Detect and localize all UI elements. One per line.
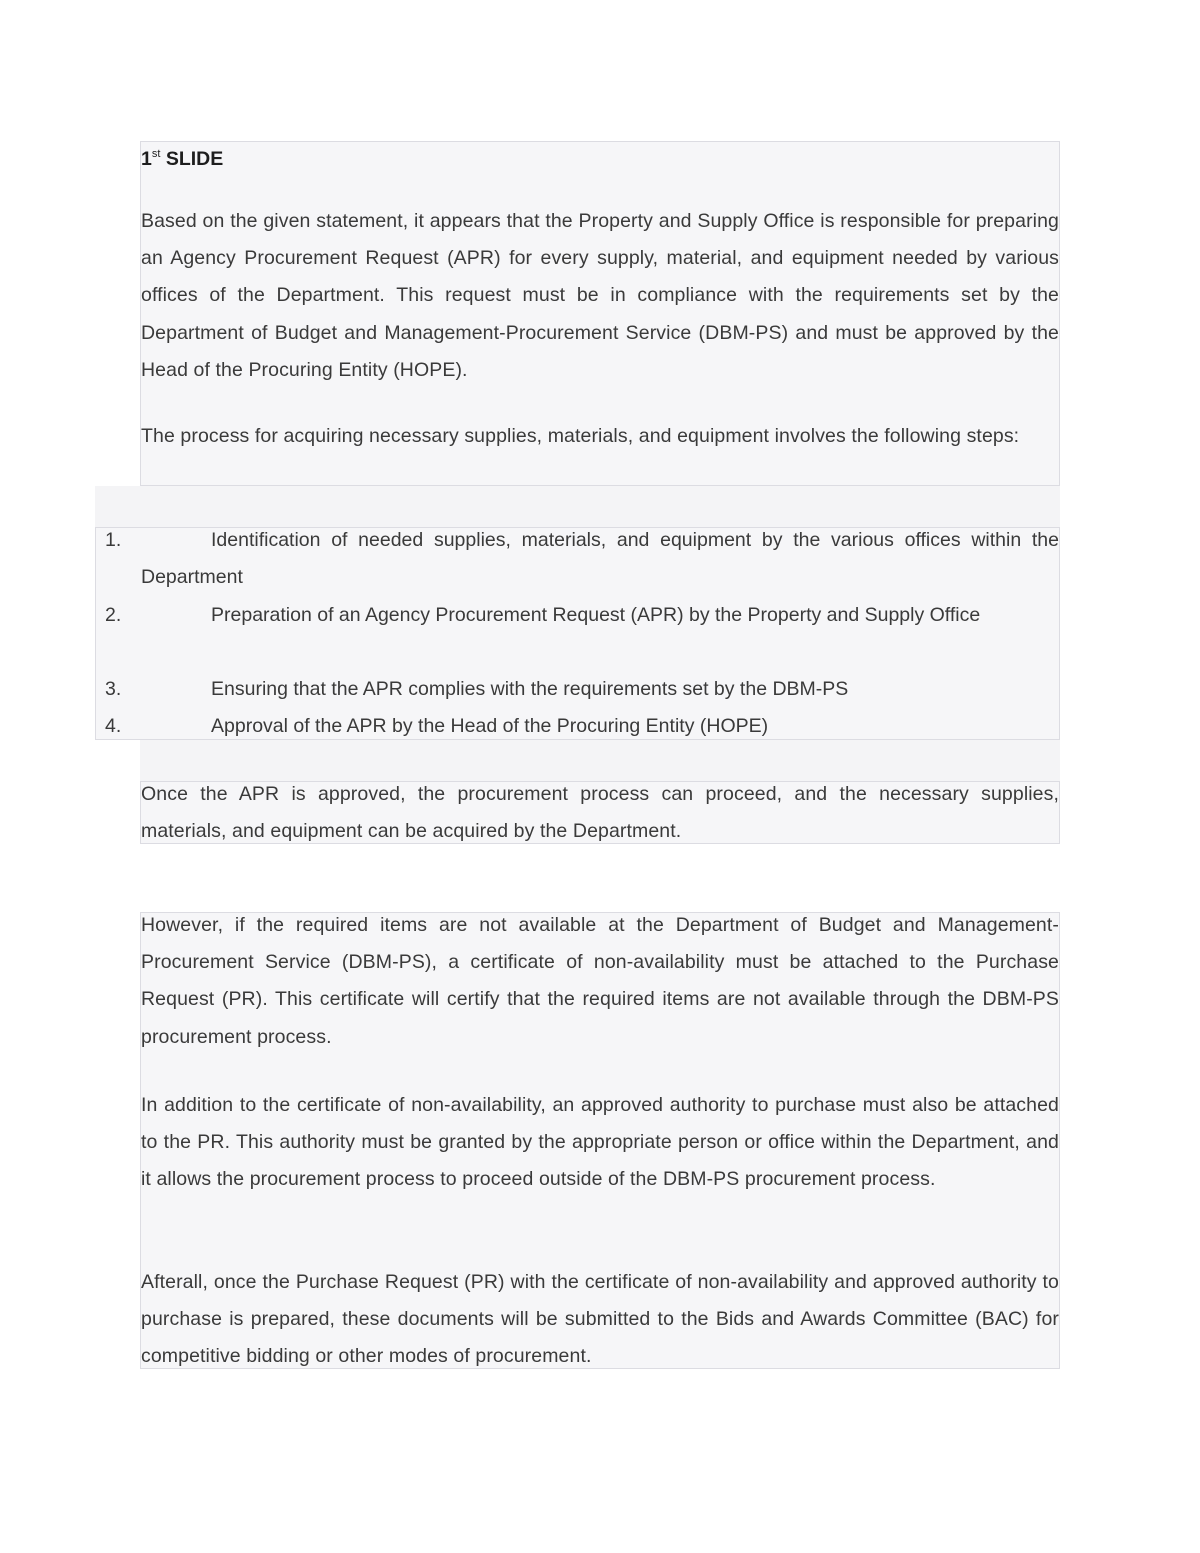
paragraph-non-availability: However, if the required items are not available at the Department of Budget and Management-Procurement Service (DBM-PS), a certificate of non-availability must be attached to the Purchase Request (PR). This certificate will certify that the required items are not available through the DBM-PS procurement process. [141, 914, 1059, 1048]
step-number-4: 4. [105, 715, 122, 737]
step-text-4: Approval of the APR by the Head of the Procuring Entity (HOPE) [211, 715, 769, 737]
slide-heading-number: 1 [141, 148, 152, 170]
step-text-3: Ensuring that the APR complies with the requirements set by the DBM-PS [211, 678, 849, 700]
paragraph-authority-to-purchase: In addition to the certificate of non-availability, an approved authority to purchase must also be attached to the PR. This authority must be granted by the appropriate person or office within the Department, and it allows the procurement process to proceed outside of the DBM-PS procurement process. [141, 1094, 1059, 1191]
step-number-1: 1. [105, 529, 122, 551]
paragraph-approval: Once the APR is approved, the procurement process can proceed, and the necessary supplies, materials, and equipment can be acquired by the Department. [141, 783, 1059, 843]
step-text-1: Identification of needed supplies, materials, and equipment by the various offices within the Department [141, 529, 1059, 589]
step-number-3: 3. [105, 678, 122, 700]
slide-heading-word: SLIDE [165, 148, 224, 170]
step-number-2: 2. [105, 604, 122, 626]
paragraph-bac-submission: Afterall, once the Purchase Request (PR) with the certificate of non-availability and approved authority to purchase is prepared, these documents will be submitted to the Bids and Awards Committee (BAC) for competitive bidding or other modes of procurement. [141, 1271, 1059, 1368]
slide-heading-ordinal: st [151, 148, 161, 160]
spacer-band-2 [140, 740, 1060, 781]
paragraph-process-intro: The process for acquiring necessary supplies, materials, and equipment involves the following steps: [141, 425, 1020, 447]
spacer-band [95, 486, 1060, 527]
slide-heading [141, 140, 223, 173]
step-text-2: Preparation of an Agency Procurement Request (APR) by the Property and Supply Office [211, 604, 981, 626]
paragraph-responsibility: Based on the given statement, it appears that the Property and Supply Office is responsible for preparing an Agency Procurement Request (APR) for every supply, material, and equipment needed by various offices of the Department. This request must be in compliance with the requirements set by the Department of Budget and Management-Procurement Service (DBM-PS) and must be approved by the Head of the Procuring Entity (HOPE). [141, 210, 1059, 381]
